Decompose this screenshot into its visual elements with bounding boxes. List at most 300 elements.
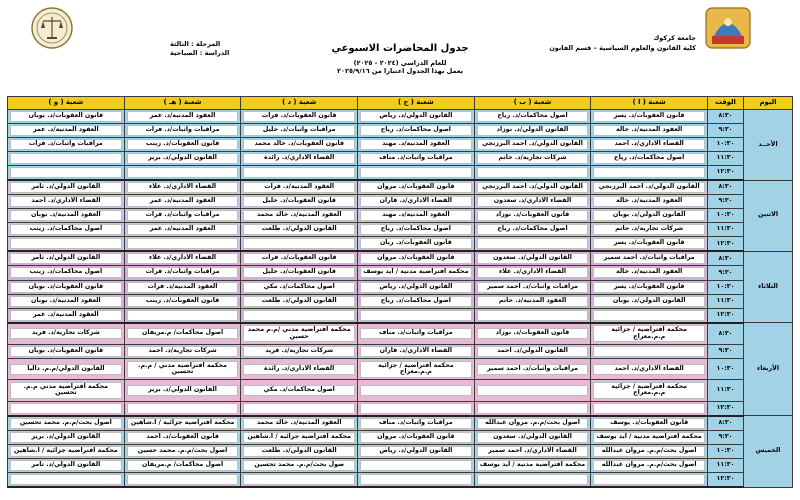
lecture-cell <box>358 458 475 472</box>
lecture-cell <box>358 124 475 138</box>
schedule-row <box>8 209 793 223</box>
section-a-header: شعبة ( ا ) <box>591 97 708 110</box>
lecture-cell <box>358 472 475 487</box>
lecture-text <box>10 238 122 249</box>
lecture-text <box>360 403 472 414</box>
lecture-text: العقود المدنية/د. خالة <box>593 125 705 136</box>
lecture-text <box>477 310 589 321</box>
lecture-cell <box>474 308 591 323</box>
lecture-text: اصول محاكمات/د. رياح <box>477 224 589 235</box>
lecture-text: العقود المدنية/د. بوبان <box>10 210 122 221</box>
lecture-text: العقود المدنية/د. مهند <box>360 139 472 150</box>
lecture-cell <box>474 237 591 252</box>
lecture-cell <box>241 280 358 294</box>
lecture-cell <box>474 280 591 294</box>
time-slot: ٨:٣٠ <box>708 416 744 431</box>
lecture-cell <box>8 237 125 252</box>
academic-year: للعام الدراسي (٢٠٢٤ - ٢٠٢٥) <box>353 59 447 67</box>
lecture-cell <box>8 416 125 431</box>
lecture-cell <box>124 110 241 124</box>
university-name: جامعة كركوك <box>653 34 696 42</box>
lecture-cell <box>124 280 241 294</box>
lecture-text: القضاء الاداري/د. احمد <box>10 196 122 207</box>
lecture-cell <box>358 401 475 416</box>
lecture-text: العقود المدنية/د. خالد محمد <box>243 210 355 221</box>
lecture-cell <box>8 152 125 166</box>
lecture-text: القانون الدولي/د. رياض <box>360 446 472 457</box>
section-c-header: شعبة ( ج ) <box>358 97 475 110</box>
lecture-text: اصول محاكمات/د. رياح <box>593 153 705 164</box>
lecture-text: محكمة افتراضية مدنية / ايد يوسف <box>593 432 705 443</box>
lecture-cell <box>8 209 125 223</box>
lecture-cell <box>358 444 475 458</box>
schedule-row <box>8 180 793 195</box>
lecture-text: العقود المدنية/د. بوبان <box>10 296 122 307</box>
lecture-cell <box>358 308 475 323</box>
lecture-cell <box>241 380 358 401</box>
stage-label: المرحلة : الثالثة <box>170 40 221 48</box>
time-slot: ١٢:٣٠ <box>708 237 744 252</box>
lecture-cell <box>591 237 708 252</box>
lecture-text: قانون العقوبات/د. ريان <box>360 238 472 249</box>
lecture-cell <box>358 110 475 124</box>
lecture-cell <box>8 401 125 416</box>
lecture-text <box>127 310 239 321</box>
schedule-row <box>8 110 793 124</box>
time-slot: ١٠:٣٠ <box>708 280 744 294</box>
lecture-cell <box>358 359 475 380</box>
lecture-cell <box>358 344 475 358</box>
lecture-text <box>360 474 472 485</box>
lecture-cell <box>474 110 591 124</box>
lecture-text: القانون الدولي/د. بوبان <box>593 296 705 307</box>
lecture-cell <box>358 237 475 252</box>
lecture-text: العقود المدنية/د. عمر <box>127 224 239 235</box>
lecture-cell <box>8 472 125 487</box>
lecture-text: مراقبات واثبات/د. احمد سمير <box>477 282 589 293</box>
schedule-row <box>8 380 793 401</box>
schedule-row <box>8 166 793 181</box>
lecture-cell <box>591 280 708 294</box>
lecture-cell <box>241 266 358 280</box>
lecture-cell <box>241 152 358 166</box>
lecture-text: شركات تجارية/د. حاتم <box>593 224 705 235</box>
lecture-text <box>10 403 122 414</box>
lecture-cell <box>241 344 358 358</box>
lecture-text: العقود المدنية/د. خالد محمد <box>243 418 355 429</box>
lecture-text: اصول محاكمات/د. زينب <box>10 224 122 235</box>
lecture-cell <box>124 308 241 323</box>
lecture-text <box>10 167 122 178</box>
lecture-cell <box>124 251 241 266</box>
lecture-text: مراقبات واثبات/د. خليل <box>243 125 355 136</box>
lecture-cell <box>124 209 241 223</box>
lecture-cell <box>474 294 591 308</box>
schedule-row <box>8 195 793 209</box>
lecture-cell <box>474 180 591 195</box>
lecture-text: اصول بحث/م.م. محمد تحسين <box>10 418 122 429</box>
lecture-cell <box>591 344 708 358</box>
lecture-text <box>593 310 705 321</box>
lecture-cell <box>8 195 125 209</box>
schedule-row <box>8 124 793 138</box>
lecture-cell <box>124 380 241 401</box>
lecture-cell <box>358 430 475 444</box>
lecture-cell <box>241 251 358 266</box>
lecture-text: مراقبات واثبات/د. احمد سمير <box>593 253 705 264</box>
lecture-text: العقود المدنية/د. عمر <box>127 111 239 122</box>
header-row <box>8 97 793 110</box>
lecture-text: محكمة افتراضية مدني م.م. تحسين <box>10 382 122 399</box>
lecture-text: شركات تجارية/د. حاتم <box>477 153 589 164</box>
lecture-text: القانون الدولي/د. ثامر <box>10 253 122 264</box>
lecture-cell <box>474 401 591 416</box>
lecture-text: القضاء الاداري/د. علاء <box>127 182 239 193</box>
lecture-cell <box>241 308 358 323</box>
study-label: الدراسة : الصباحية <box>170 49 230 57</box>
lecture-text: القانون الدولي/د. طلعت <box>243 296 355 307</box>
lecture-text: القانون الدولي/د. احمد <box>477 346 589 357</box>
lecture-text: القانون الدولي/د. سعدون <box>477 253 589 264</box>
lecture-text: قانون العقوبات/د. بوبان <box>10 346 122 357</box>
lecture-cell <box>474 152 591 166</box>
lecture-cell <box>358 209 475 223</box>
lecture-text: قانون العقوبات/د. يسر <box>593 282 705 293</box>
schedule-row <box>8 416 793 431</box>
lecture-text: قانون العقوبات/د. بوبان <box>10 111 122 122</box>
lecture-text: القضاء الاداري/د. علاء <box>477 267 589 278</box>
lecture-text <box>593 474 705 485</box>
lecture-cell <box>124 124 241 138</box>
lecture-cell <box>591 308 708 323</box>
lecture-cell <box>474 323 591 345</box>
lecture-cell <box>8 124 125 138</box>
lecture-cell <box>8 280 125 294</box>
time-slot: ٨:٣٠ <box>708 110 744 124</box>
lecture-text: القضاء الاداري/د. علاء <box>127 253 239 264</box>
lecture-text: العقود المدنية/د. عمر <box>10 125 122 136</box>
lecture-cell <box>124 180 241 195</box>
lecture-cell <box>358 152 475 166</box>
lecture-text <box>243 474 355 485</box>
lecture-text: محكمة افتراضية / جزائية م.م.معراج <box>593 382 705 399</box>
time-slot: ١١:٣٠ <box>708 458 744 472</box>
lecture-text: القانون الدولي/د. سعدون <box>477 432 589 443</box>
lecture-cell <box>358 323 475 345</box>
lecture-cell <box>591 166 708 181</box>
lecture-cell <box>591 380 708 401</box>
time-slot: ٨:٣٠ <box>708 323 744 345</box>
time-slot: ١١:٣٠ <box>708 152 744 166</box>
lecture-text: اصول محاكمات/ م.مريفان <box>127 460 239 471</box>
lecture-text <box>360 385 472 396</box>
lecture-text: قانون العقوبات/د. فرات <box>243 111 355 122</box>
schedule-row <box>8 401 793 416</box>
lecture-text: اصول بحث/م.م. مروان عبدالله <box>593 460 705 471</box>
lecture-cell <box>241 223 358 237</box>
lecture-cell <box>241 472 358 487</box>
lecture-text: مراقبات واثبات/د. فرات <box>127 125 239 136</box>
lecture-text: القانون الدولي/د. بريز <box>127 153 239 164</box>
time-slot: ٩:٣٠ <box>708 195 744 209</box>
schedule-title: جدول المحاضرات الاسبوعي <box>331 43 469 54</box>
lecture-text: مراقبات واثبات/د. مناف <box>360 328 472 339</box>
lecture-text: قانون العقوبات/د. بوبان <box>10 282 122 293</box>
time-slot: ١٠:٣٠ <box>708 209 744 223</box>
lecture-text: صول بحث/م.م. محمد تحسين <box>243 460 355 471</box>
time-slot: ٩:٣٠ <box>708 430 744 444</box>
lecture-text: القضاء الاداري/د. قاران <box>360 196 472 207</box>
lecture-cell <box>474 209 591 223</box>
lecture-text <box>360 310 472 321</box>
lecture-cell <box>8 359 125 380</box>
lecture-text: القانون الدولي/د. ثامر <box>10 460 122 471</box>
lecture-cell <box>241 359 358 380</box>
lecture-text <box>10 153 122 164</box>
lecture-cell <box>124 195 241 209</box>
lecture-cell <box>241 323 358 345</box>
lecture-text <box>477 474 589 485</box>
lecture-cell <box>241 401 358 416</box>
lecture-text <box>243 238 355 249</box>
section-b-header: شعبة ( ب ) <box>474 97 591 110</box>
lecture-cell <box>8 251 125 266</box>
day-label: الثلاثاء <box>744 251 793 322</box>
lecture-cell <box>474 195 591 209</box>
time-slot: ٩:٣٠ <box>708 124 744 138</box>
lecture-cell <box>591 152 708 166</box>
lecture-text: اصول محاكمات/د. مكي <box>243 282 355 293</box>
lecture-cell <box>8 180 125 195</box>
time-slot: ١٢:٣٠ <box>708 166 744 181</box>
lecture-text: قانون العقوبات/د. مروان <box>360 253 472 264</box>
lecture-text <box>127 238 239 249</box>
time-slot: ١٠:٣٠ <box>708 138 744 152</box>
lecture-cell <box>8 308 125 323</box>
lecture-text: العقود المدنية/د. عمر <box>127 196 239 207</box>
lecture-text: قانون العقوبات/د. مروان <box>360 182 472 193</box>
lecture-cell <box>8 430 125 444</box>
lecture-text: قانون العقوبات/د. يوسف <box>593 418 705 429</box>
schedule-row <box>8 280 793 294</box>
lecture-cell <box>124 359 241 380</box>
lecture-text: اصول بحث/م.م. محمد حسين <box>127 446 239 457</box>
lecture-text: القضاء الاداري/د. احمد <box>593 139 705 150</box>
lecture-text: العقود المدنية/د. حاتم <box>477 296 589 307</box>
lecture-cell <box>591 444 708 458</box>
time-slot: ١٢:٣٠ <box>708 472 744 487</box>
time-slot: ٨:٣٠ <box>708 251 744 266</box>
lecture-text: القانون الدولي/د. نوزاد <box>477 125 589 136</box>
lecture-text: القانون الدولي/د. رياض <box>360 282 472 293</box>
lecture-cell <box>591 180 708 195</box>
lecture-cell <box>124 344 241 358</box>
lecture-cell <box>474 458 591 472</box>
schedule-row <box>8 152 793 166</box>
lecture-cell <box>358 280 475 294</box>
lecture-text: مراقبات واثبات/د. مناف <box>360 153 472 164</box>
lecture-text: العقود المدنية/د. فرات <box>243 182 355 193</box>
day-label: الاثنين <box>744 180 793 251</box>
time-slot: ١١:٣٠ <box>708 380 744 401</box>
lecture-text: القانون الدولي/د. احمد البرزنجي <box>477 139 589 150</box>
time-slot: ٩:٣٠ <box>708 266 744 280</box>
lecture-cell <box>474 430 591 444</box>
lecture-text: قانون العقوبات/د. احمد <box>127 432 239 443</box>
time-slot: ٨:٣٠ <box>708 180 744 195</box>
schedule-row <box>8 444 793 458</box>
lecture-text: مراقبات واثبات/د. فرات <box>127 210 239 221</box>
lecture-text: القانون الدولي/د. طلعت <box>243 446 355 457</box>
lecture-text: محكمة افتراضية / جزائية م.م.معراج <box>593 325 705 342</box>
lecture-cell <box>124 444 241 458</box>
lecture-text: القضاء الاداري/د. احمد سمير <box>477 446 589 457</box>
lecture-text: قانون العقوبات/د. خليل <box>243 267 355 278</box>
lecture-text <box>360 167 472 178</box>
lecture-text <box>593 346 705 357</box>
lecture-cell <box>241 209 358 223</box>
lecture-text: قانون العقوبات/د. زينب <box>127 296 239 307</box>
schedule-row <box>8 472 793 487</box>
lecture-cell <box>124 237 241 252</box>
lecture-cell <box>358 294 475 308</box>
lecture-cell <box>8 344 125 358</box>
lecture-cell <box>591 401 708 416</box>
lecture-cell <box>241 444 358 458</box>
lecture-cell <box>474 359 591 380</box>
schedule-row <box>8 323 793 345</box>
lecture-text <box>127 403 239 414</box>
lecture-cell <box>474 251 591 266</box>
lecture-cell <box>8 266 125 280</box>
time-slot: ١٢:٣٠ <box>708 401 744 416</box>
lecture-cell <box>241 110 358 124</box>
lecture-text: اصول محاكمات/د. زينب <box>10 267 122 278</box>
lecture-text: شركات تجارية/د. فريد <box>243 346 355 357</box>
lecture-text <box>127 167 239 178</box>
time-slot: ١٢:٣٠ <box>708 308 744 323</box>
lecture-cell <box>358 251 475 266</box>
lecture-cell <box>591 195 708 209</box>
schedule-row <box>8 237 793 252</box>
lecture-text: قانون العقوبات/د. مروان <box>360 432 472 443</box>
lecture-text: شركات تجارية/د. فريد <box>10 328 122 339</box>
lecture-text <box>593 403 705 414</box>
lecture-text: محكمة افتراضية مدني / م.م. تحسين <box>127 361 239 378</box>
lecture-cell <box>591 359 708 380</box>
schedule-row <box>8 308 793 323</box>
schedule-row <box>8 344 793 358</box>
lecture-cell <box>124 401 241 416</box>
lecture-cell <box>591 124 708 138</box>
time-slot: ١١:٣٠ <box>708 294 744 308</box>
lecture-text <box>243 403 355 414</box>
lecture-cell <box>474 223 591 237</box>
lecture-text: اصول محاكمات/د. مكي <box>243 385 355 396</box>
lecture-cell <box>358 380 475 401</box>
lecture-text <box>360 460 472 471</box>
lecture-text: محكمة افتراضية جزائية / ا.شاهين <box>243 432 355 443</box>
section-e-header: شعبة ( هـ ) <box>124 97 241 110</box>
section-f-header: شعبة ( و ) <box>8 97 125 110</box>
lecture-text: العقود المدنية/د. خالة <box>593 267 705 278</box>
day-header: اليوم <box>744 97 793 110</box>
lecture-text: القضاء الاداري/د. رائدة <box>243 153 355 164</box>
lecture-cell <box>241 166 358 181</box>
lecture-text <box>593 167 705 178</box>
lecture-cell <box>474 444 591 458</box>
section-d-header: شعبة ( د ) <box>241 97 358 110</box>
lecture-text: القضاء الاداري/د. سعدون <box>477 196 589 207</box>
lecture-cell <box>591 223 708 237</box>
schedule-row <box>8 138 793 152</box>
lecture-text: القانون الدولي/د. طلعت <box>243 224 355 235</box>
time-slot: ١٠:٣٠ <box>708 359 744 380</box>
lecture-text: اصول محاكمات/د. رياح <box>360 125 472 136</box>
lecture-cell <box>124 458 241 472</box>
lecture-text: قانون العقوبات/د. فرات <box>243 253 355 264</box>
lecture-text: مراقبات واثبات/د. احمد سمير <box>477 364 589 375</box>
lecture-cell <box>358 195 475 209</box>
lecture-cell <box>124 266 241 280</box>
lecture-cell <box>8 444 125 458</box>
lecture-cell <box>591 251 708 266</box>
lecture-cell <box>241 195 358 209</box>
schedule-row <box>8 458 793 472</box>
lecture-cell <box>124 138 241 152</box>
lecture-cell <box>8 138 125 152</box>
lecture-text <box>477 385 589 396</box>
lecture-text: قانون العقوبات/د. خليل <box>243 196 355 207</box>
lecture-text: محكمة افتراضية جزائية / ا.شاهين <box>10 446 122 457</box>
lecture-text: قانون العقوبات/د. يسر <box>593 238 705 249</box>
lecture-text: العقود المدنية/د. عمر <box>10 310 122 321</box>
lecture-text: قانون العقوبات/د. خالد محمد <box>243 139 355 150</box>
lecture-cell <box>474 472 591 487</box>
lecture-text: القضاء الاداري/د. رائدة <box>243 364 355 375</box>
lecture-text: محكمة افتراضية جزائية / ا.شاهين <box>127 418 239 429</box>
lecture-cell <box>474 166 591 181</box>
lecture-cell <box>241 237 358 252</box>
lecture-cell <box>241 458 358 472</box>
lecture-text: القضاء الاداري/د. قاران <box>360 346 472 357</box>
lecture-cell <box>591 209 708 223</box>
lecture-text: مراقبات واثبات/د. فرات <box>127 267 239 278</box>
lecture-text: العقود المدنية/د. خالة <box>593 196 705 207</box>
lecture-text: محكمة افتراضية مدنية / ايد يوسف <box>477 460 589 471</box>
schedule-row <box>8 223 793 237</box>
lecture-text: القانون الدولي/م.م. داليا <box>10 364 122 375</box>
college-name: كلية القانون والعلوم السياسية – قسم القانون <box>549 44 696 52</box>
lecture-cell <box>591 416 708 431</box>
lecture-text <box>477 403 589 414</box>
lecture-text: العقود المدنية/د. فرات <box>127 282 239 293</box>
lecture-text: محكمة افتراضية مدني /م.م محمد حسين <box>243 325 355 342</box>
lecture-cell <box>474 138 591 152</box>
lecture-cell <box>124 430 241 444</box>
schedule-row <box>8 430 793 444</box>
lecture-text: العقود المدنية/د. مهند <box>360 210 472 221</box>
lecture-text: اصول بحث/م.م. مروان عبدالله <box>477 418 589 429</box>
lecture-cell <box>591 323 708 345</box>
lecture-text: قانون العقوبات/د. نوزاد <box>477 210 589 221</box>
lecture-text: محكمة افتراضية مدنية / ايد يوسف <box>360 267 472 278</box>
lecture-text: اصول محاكمات/د. رياح <box>360 224 472 235</box>
lecture-text <box>243 310 355 321</box>
lecture-cell <box>358 266 475 280</box>
lecture-text: اصول محاكمات/د. رياح <box>477 111 589 122</box>
lecture-text <box>477 238 589 249</box>
